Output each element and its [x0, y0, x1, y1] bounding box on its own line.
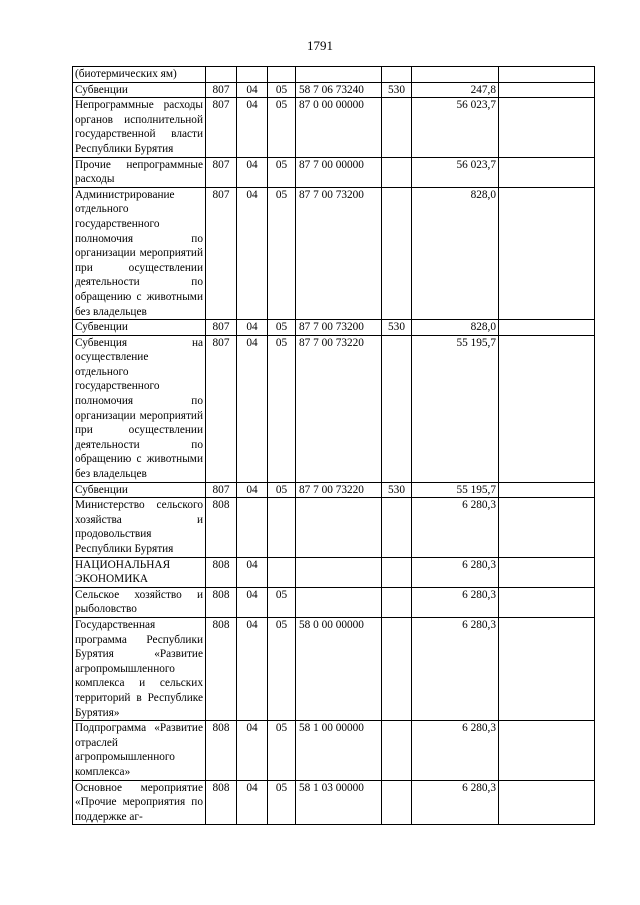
ministry-code-cell: 808: [206, 780, 237, 825]
empty-cell: [499, 187, 595, 319]
table-row: [73, 498, 595, 557]
target-item-cell: 58 0 00 00000: [296, 617, 382, 720]
row-name-cell: Министерство сельского хозяйства и продовольствия Республики Бурятия: [73, 498, 206, 557]
empty-cell: [499, 98, 595, 157]
expense-type-cell: 530: [382, 482, 412, 498]
row-name-cell: НАЦИОНАЛЬНАЯ ЭКОНОМИКА: [73, 557, 206, 587]
ministry-code-cell: 807: [206, 82, 237, 98]
amount-cell: 55 195,7: [412, 482, 499, 498]
empty-cell: [499, 82, 595, 98]
table-row: [73, 335, 595, 482]
subsection-code-cell: 05: [268, 482, 296, 498]
empty-cell: [499, 482, 595, 498]
section-code-cell: 04: [237, 557, 268, 587]
amount-cell: 56 023,7: [412, 157, 499, 187]
subsection-code-cell: 05: [268, 157, 296, 187]
target-item-cell: 87 7 00 73220: [296, 335, 382, 482]
table-row: [73, 617, 595, 720]
budget-table: [72, 66, 595, 825]
expense-type-cell: [382, 157, 412, 187]
expense-type-cell: [382, 498, 412, 557]
expense-type-cell: [382, 67, 412, 83]
ministry-code-cell: 807: [206, 187, 237, 319]
amount-cell: 6 280,3: [412, 721, 499, 780]
section-code-cell: [237, 498, 268, 557]
section-code-cell: 04: [237, 187, 268, 319]
ministry-code-cell: 808: [206, 498, 237, 557]
amount-cell: 247,8: [412, 82, 499, 98]
table-row: [73, 721, 595, 780]
amount-cell: [412, 67, 499, 83]
row-name-cell: Субвенция на осуществление отдельного государственного полномочия по организации мероприятий при осуществлении деятельности по обращению с животными без владельцев: [73, 335, 206, 482]
ministry-code-cell: 807: [206, 482, 237, 498]
amount-cell: 6 280,3: [412, 498, 499, 557]
target-item-cell: 87 7 00 73200: [296, 320, 382, 336]
row-name-cell: Субвенции: [73, 482, 206, 498]
subsection-code-cell: 05: [268, 320, 296, 336]
ministry-code-cell: 807: [206, 335, 237, 482]
amount-cell: 828,0: [412, 320, 499, 336]
empty-cell: [499, 721, 595, 780]
empty-cell: [499, 557, 595, 587]
row-name-cell: Сельское хозяйство и рыболовство: [73, 587, 206, 617]
empty-cell: [499, 780, 595, 825]
section-code-cell: 04: [237, 98, 268, 157]
empty-cell: [499, 320, 595, 336]
table-row: [73, 587, 595, 617]
target-item-cell: 87 0 00 00000: [296, 98, 382, 157]
ministry-code-cell: 807: [206, 157, 237, 187]
row-name-cell: Администрирование отдельного государственного полномочия по организации мероприятий при осуществлении деятельности по обращению с животными без владельцев: [73, 187, 206, 319]
table-row: [73, 320, 595, 336]
empty-cell: [499, 617, 595, 720]
target-item-cell: 87 7 00 73200: [296, 187, 382, 319]
amount-cell: 55 195,7: [412, 335, 499, 482]
table-body: [73, 67, 595, 825]
target-item-cell: 87 7 00 73220: [296, 482, 382, 498]
subsection-code-cell: 05: [268, 98, 296, 157]
expense-type-cell: [382, 617, 412, 720]
subsection-code-cell: [268, 498, 296, 557]
ministry-code-cell: 808: [206, 587, 237, 617]
expense-type-cell: [382, 335, 412, 482]
expense-type-cell: [382, 587, 412, 617]
empty-cell: [499, 587, 595, 617]
expense-type-cell: [382, 187, 412, 319]
row-name-cell: Прочие непрограммные расходы: [73, 157, 206, 187]
target-item-cell: 58 1 03 00000: [296, 780, 382, 825]
amount-cell: 6 280,3: [412, 587, 499, 617]
table-row: [73, 482, 595, 498]
expense-type-cell: [382, 721, 412, 780]
expense-type-cell: 530: [382, 320, 412, 336]
section-code-cell: 04: [237, 482, 268, 498]
ministry-code-cell: [206, 67, 237, 83]
section-code-cell: 04: [237, 320, 268, 336]
ministry-code-cell: 808: [206, 617, 237, 720]
target-item-cell: 87 7 00 00000: [296, 157, 382, 187]
empty-cell: [499, 498, 595, 557]
expense-type-cell: [382, 780, 412, 825]
row-name-cell: Непрограммные расходы органов исполнительной государственной власти Республики Бурятия: [73, 98, 206, 157]
page-number: 1791: [307, 38, 333, 53]
target-item-cell: 58 1 00 00000: [296, 721, 382, 780]
table-row: [73, 98, 595, 157]
ministry-code-cell: 807: [206, 98, 237, 157]
table-row: [73, 67, 595, 83]
table-row: [73, 780, 595, 825]
table-row: [73, 557, 595, 587]
ministry-code-cell: 807: [206, 320, 237, 336]
subsection-code-cell: [268, 557, 296, 587]
section-code-cell: 04: [237, 617, 268, 720]
section-code-cell: 04: [237, 721, 268, 780]
target-item-cell: 58 7 06 73240: [296, 82, 382, 98]
amount-cell: 6 280,3: [412, 557, 499, 587]
row-name-cell: Субвенции: [73, 82, 206, 98]
target-item-cell: [296, 557, 382, 587]
ministry-code-cell: 808: [206, 557, 237, 587]
section-code-cell: 04: [237, 587, 268, 617]
empty-cell: [499, 157, 595, 187]
table-row: [73, 157, 595, 187]
section-code-cell: 04: [237, 82, 268, 98]
table-row: [73, 187, 595, 319]
expense-type-cell: 530: [382, 82, 412, 98]
expense-type-cell: [382, 98, 412, 157]
amount-cell: 56 023,7: [412, 98, 499, 157]
target-item-cell: [296, 67, 382, 83]
subsection-code-cell: 05: [268, 587, 296, 617]
target-item-cell: [296, 498, 382, 557]
empty-cell: [499, 335, 595, 482]
amount-cell: 6 280,3: [412, 617, 499, 720]
row-name-cell: Основное мероприятие «Прочие мероприятия по поддержке аг-: [73, 780, 206, 825]
section-code-cell: 04: [237, 335, 268, 482]
subsection-code-cell: 05: [268, 721, 296, 780]
empty-cell: [499, 67, 595, 83]
amount-cell: 828,0: [412, 187, 499, 319]
table-row: [73, 82, 595, 98]
subsection-code-cell: 05: [268, 335, 296, 482]
row-name-cell: Субвенции: [73, 320, 206, 336]
amount-cell: 6 280,3: [412, 780, 499, 825]
expense-type-cell: [382, 557, 412, 587]
row-name-cell: (биотермических ям): [73, 67, 206, 83]
subsection-code-cell: 05: [268, 617, 296, 720]
subsection-code-cell: 05: [268, 187, 296, 319]
ministry-code-cell: 808: [206, 721, 237, 780]
subsection-code-cell: 05: [268, 82, 296, 98]
section-code-cell: [237, 67, 268, 83]
section-code-cell: 04: [237, 157, 268, 187]
target-item-cell: [296, 587, 382, 617]
subsection-code-cell: [268, 67, 296, 83]
row-name-cell: Государственная программа Республики Бурятия «Развитие агропромышленного комплекса и сельских территорий в Республике Бурятия»: [73, 617, 206, 720]
subsection-code-cell: 05: [268, 780, 296, 825]
section-code-cell: 04: [237, 780, 268, 825]
row-name-cell: Подпрограмма «Развитие отраслей агропромышленного комплекса»: [73, 721, 206, 780]
